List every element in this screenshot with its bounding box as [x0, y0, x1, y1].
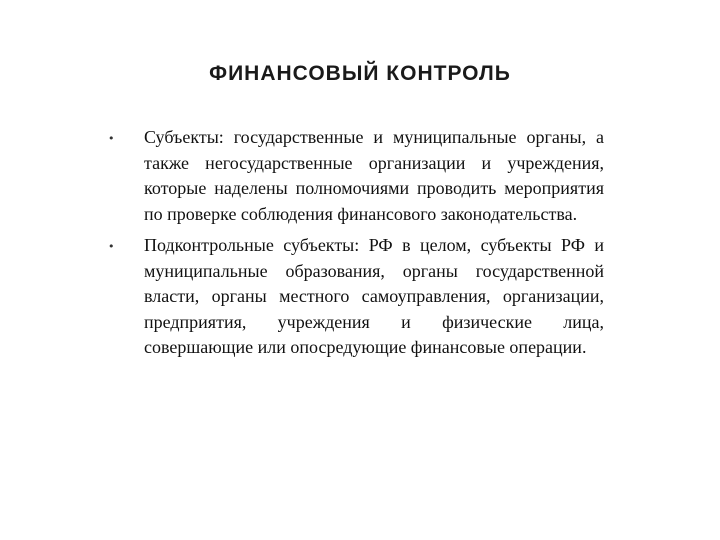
bullet-item-subjects	[108, 125, 604, 227]
bullet-item-controlled-subjects	[108, 233, 604, 361]
bullet-dot-icon: •	[108, 132, 115, 145]
slide-title: ФИНАНСОВЫЙ КОНТРОЛЬ	[209, 62, 511, 85]
bullet-text-subjects: Субъекты: государственные и муниципальные органы, а также негосударственные организации и учреждения, которые наделены полномочиями проводить мероприятия по проверке соблюдения финансового законодательства.	[144, 127, 604, 224]
bullet-list	[108, 125, 604, 367]
bullet-text-controlled-subjects: Подконтрольные субъекты: РФ в целом, субъекты РФ и муниципальные образования, органы государственной власти, органы местного самоуправления, организации, предприятия, учреждения и физические лица, совершающие или опосредующие финансовые операции.	[144, 235, 604, 357]
bullet-dot-icon: •	[108, 240, 115, 253]
